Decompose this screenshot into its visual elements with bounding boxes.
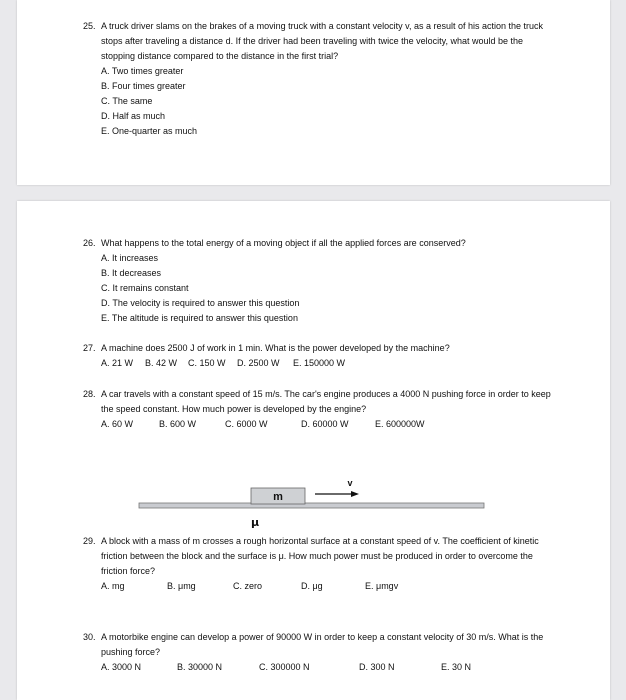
question-text-line: stops after traveling a distance d. If the driver had been traveling with twice the velocity, what would be the xyxy=(101,36,524,46)
question-text-line: What happens to the total energy of a moving object if all the applied forces are conserved? xyxy=(101,238,466,248)
question-text-line: pushing force? xyxy=(101,647,161,657)
answer-option-c: C. It remains constant xyxy=(101,283,189,293)
answer-option-d: D. Half as much xyxy=(101,111,166,121)
page-2 xyxy=(17,201,610,700)
answer-option-a: A. It increases xyxy=(101,253,159,263)
answer-options-row xyxy=(83,660,603,675)
answer-option-a: A. mg xyxy=(101,581,125,591)
answer-option-b: B. It decreases xyxy=(101,268,162,278)
question-number: 27. xyxy=(83,343,96,353)
question-25-stem xyxy=(83,19,603,34)
answer-option-d: D. The velocity is required to answer this question xyxy=(101,298,300,308)
question-text-line: friction force? xyxy=(101,566,156,576)
question-number: 30. xyxy=(83,632,96,642)
answer-option-b: B. Four times greater xyxy=(101,81,186,91)
answer-option-e: E. 30 N xyxy=(441,662,472,672)
answer-option-d: D. 60000 W xyxy=(301,419,349,429)
block-label: m xyxy=(273,491,283,503)
answer-option-d: D. 2500 W xyxy=(237,358,280,368)
block-on-surface-diagram xyxy=(17,201,610,541)
answer-option-c: C. The same xyxy=(101,96,153,106)
horizontal-surface xyxy=(139,503,484,508)
page-1 xyxy=(17,0,610,185)
answer-options-row xyxy=(83,579,603,594)
answer-option-a: A. 60 W xyxy=(101,419,134,429)
answer-option-b: B. μmg xyxy=(167,581,196,591)
question-number: 29. xyxy=(83,536,96,546)
answer-option-e: E. 150000 W xyxy=(293,358,346,368)
question-25 xyxy=(83,19,603,139)
friction-coefficient-label: μ xyxy=(250,516,260,529)
question-text-line: A car travels with a constant speed of 15 m/s. The car's engine produces a 4000 N pushing force in order to keep xyxy=(101,389,551,399)
answer-option-c: C. 150 W xyxy=(188,358,226,368)
question-text-line: A motorbike engine can develop a power of 90000 W in order to keep a constant velocity of 30 m/s. What is the xyxy=(101,632,544,642)
answer-option-e: E. μmgv xyxy=(365,581,399,591)
question-29 xyxy=(83,534,603,594)
question-text-line: friction between the block and the surface is μ. How much power must be produced in order to overcome the xyxy=(101,551,533,561)
question-text-line: A machine does 2500 J of work in 1 min. What is the power developed by the machine? xyxy=(101,343,450,353)
answer-option-c: C. zero xyxy=(233,581,263,591)
answer-option-a: A. Two times greater xyxy=(101,66,184,76)
answer-option-c: C. 6000 W xyxy=(225,419,268,429)
question-number: 28. xyxy=(83,389,96,399)
velocity-label: v xyxy=(347,478,353,488)
answer-option-e: E. One-quarter as much xyxy=(101,126,198,136)
answer-option-e: E. 600000W xyxy=(375,419,425,429)
question-number: 26. xyxy=(83,238,96,248)
question-number: 25. xyxy=(83,21,96,31)
answer-option-d: D. μg xyxy=(301,581,323,591)
answer-option-b: B. 600 W xyxy=(159,419,197,429)
answer-option-b: B. 42 W xyxy=(145,358,178,368)
velocity-arrow-head xyxy=(351,491,359,497)
question-30 xyxy=(83,630,603,675)
answer-option-a: A. 21 W xyxy=(101,358,134,368)
question-text-line: stopping distance compared to the distance in the first trial? xyxy=(101,51,339,61)
question-text-line: the speed constant. How much power is developed by the engine? xyxy=(101,404,367,414)
answer-option-e: E. The altitude is required to answer this question xyxy=(101,313,298,323)
question-text-line: A block with a mass of m crosses a rough horizontal surface at a constant speed of v. The coefficient of kinetic xyxy=(101,536,539,546)
answer-option-a: A. 3000 N xyxy=(101,662,142,672)
answer-option-c: C. 300000 N xyxy=(259,662,310,672)
question-text-line: A truck driver slams on the brakes of a moving truck with a constant velocity v, as a result of his action the truck xyxy=(101,21,544,31)
answer-option-d: D. 300 N xyxy=(359,662,395,672)
answer-option-b: B. 30000 N xyxy=(177,662,223,672)
